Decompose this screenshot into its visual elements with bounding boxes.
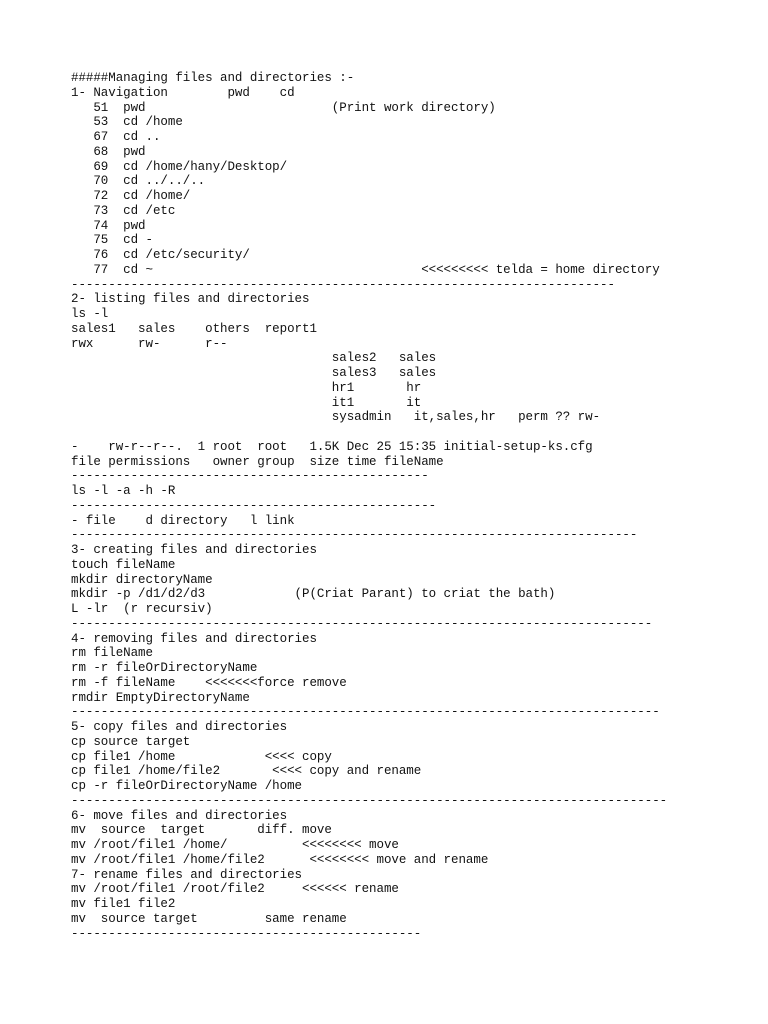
command-line: 76 cd /etc/security/ bbox=[71, 248, 250, 262]
divider-line: -------------------------------------------------------------------------------- bbox=[71, 793, 668, 808]
divider-line: ------------------------------------------------ bbox=[71, 469, 429, 484]
divider-line: ---------------------------------------------------------------------------- bbox=[71, 528, 638, 543]
command-line: 51 pwd (Print work directory) bbox=[71, 100, 496, 115]
command-line: cp file1 /home/file2 <<<< copy and rename bbox=[71, 764, 422, 779]
command-line: 70 cd ../../.. bbox=[71, 174, 206, 189]
removing-heading: 4- removing files and directories bbox=[71, 631, 317, 646]
command-line: mv file1 file2 bbox=[71, 897, 176, 911]
note-line: hr1 hr bbox=[71, 380, 422, 395]
command-line: rm -f fileName <<<<<<<force remove bbox=[71, 675, 347, 690]
blank-line bbox=[71, 425, 761, 440]
listing-legend-line: file permissions owner group size time fileName bbox=[71, 454, 444, 469]
command-line: 74 pwd bbox=[71, 218, 146, 233]
command-line: ls -l bbox=[71, 307, 109, 321]
note-line: sysadmin it,sales,hr perm ?? rw- bbox=[71, 410, 601, 425]
command-line: 77 cd ~ <<<<<<<<< telda = home directory bbox=[71, 262, 660, 277]
command-line: 53 cd /home bbox=[71, 115, 183, 130]
note-line: it1 it bbox=[71, 395, 422, 410]
command-line: 68 pwd bbox=[71, 144, 146, 159]
command-line: mv source target diff. move bbox=[71, 823, 332, 838]
note-line: sales2 sales bbox=[71, 351, 437, 366]
listing-heading: 2- listing files and directories bbox=[71, 292, 310, 307]
command-line: 73 cd /etc bbox=[71, 203, 176, 218]
command-line: cp file1 /home <<<< copy bbox=[71, 749, 332, 764]
section-title: #####Managing files and directories :- bbox=[71, 71, 355, 85]
move-heading: 6- move files and directories bbox=[71, 808, 288, 823]
document-page bbox=[71, 71, 761, 941]
copy-heading: 5- copy files and directories bbox=[71, 720, 288, 734]
command-line: mv /root/file1 /home/ <<<<<<<< move bbox=[71, 838, 399, 852]
command-line: mv /root/file1 /root/file2 <<<<<< rename bbox=[71, 882, 399, 897]
note-line: rwx rw- r-- bbox=[71, 336, 228, 351]
command-line: 67 cd .. bbox=[71, 130, 161, 144]
note-line: - file d directory l link bbox=[71, 513, 295, 528]
divider-line: ------------------------------------------------------------------------- bbox=[71, 277, 615, 292]
command-line: rm fileName bbox=[71, 646, 153, 661]
listing-output-line: - rw-r--r--. 1 root root 1.5K Dec 25 15:35 initial-setup-ks.cfg bbox=[71, 439, 593, 454]
command-line: 75 cd - bbox=[71, 233, 153, 248]
note-line: sales3 sales bbox=[71, 366, 437, 380]
command-line: ls -l -a -h -R bbox=[71, 484, 176, 498]
command-line: cp -r fileOrDirectoryName /home bbox=[71, 779, 302, 793]
command-line: 72 cd /home/ bbox=[71, 189, 191, 203]
command-line: 69 cd /home/hany/Desktop/ bbox=[71, 159, 288, 174]
divider-line: ------------------------------------------------------------------------------ bbox=[71, 616, 653, 631]
divider-line: ------------------------------------------------- bbox=[71, 498, 437, 513]
note-line: sales1 sales others report1 bbox=[71, 321, 317, 336]
divider-line: ----------------------------------------------- bbox=[71, 926, 422, 941]
command-line: mv /root/file1 /home/file2 <<<<<<<< move and rename bbox=[71, 852, 489, 867]
divider-line: ------------------------------------------------------------------------------- bbox=[71, 705, 660, 720]
rename-heading: 7- rename files and directories bbox=[71, 867, 302, 882]
command-line: touch fileName bbox=[71, 557, 176, 572]
creating-heading: 3- creating files and directories bbox=[71, 543, 317, 557]
command-line: cp source target bbox=[71, 734, 191, 749]
navigation-heading: 1- Navigation pwd cd bbox=[71, 85, 295, 100]
command-line: mkdir directoryName bbox=[71, 572, 213, 587]
command-line: mkdir -p /d1/d2/d3 (P(Criat Parant) to criat the bath) bbox=[71, 587, 556, 602]
command-line: mv source target same rename bbox=[71, 911, 347, 926]
command-line: rmdir EmptyDirectoryName bbox=[71, 690, 250, 705]
command-line: rm -r fileOrDirectoryName bbox=[71, 661, 258, 675]
command-line: L -lr (r recursiv) bbox=[71, 602, 213, 616]
